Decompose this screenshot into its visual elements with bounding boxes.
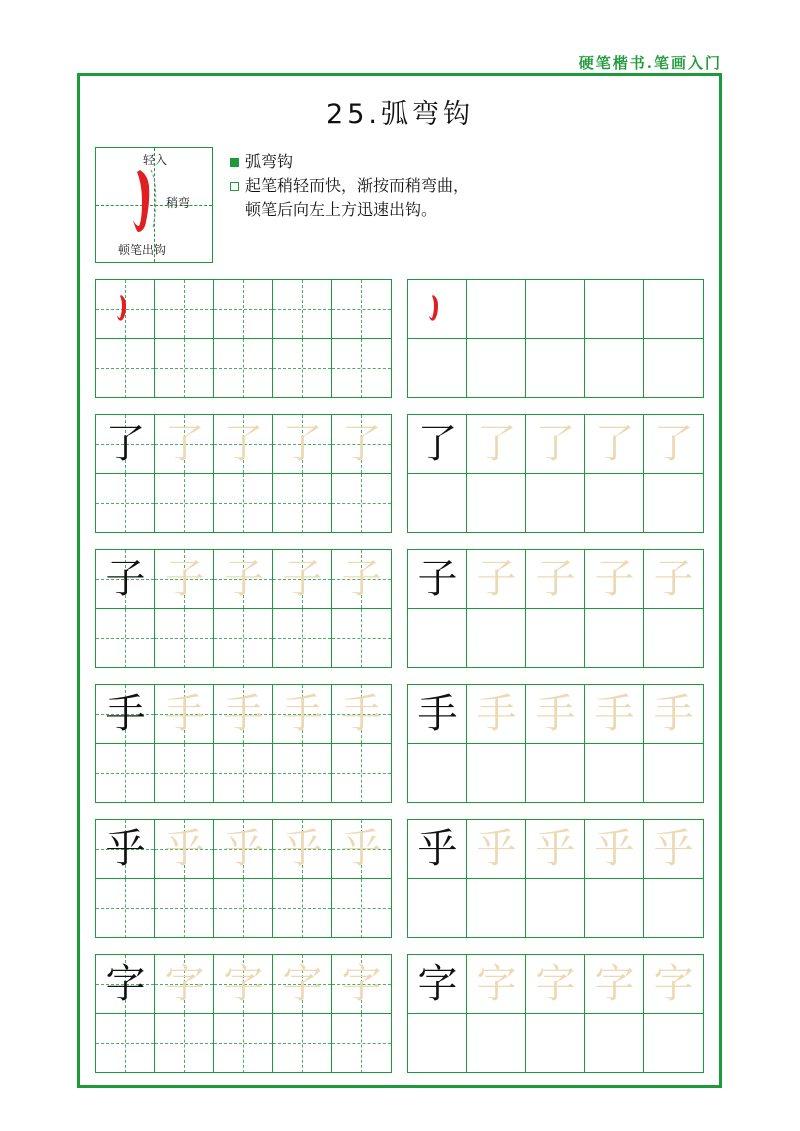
practice-cell[interactable] xyxy=(273,280,332,339)
practice-cell[interactable] xyxy=(644,744,703,803)
practice-cell[interactable] xyxy=(644,685,703,744)
model-character: 乎 xyxy=(105,826,146,872)
trace-character: 子 xyxy=(223,556,264,602)
practice-cell[interactable] xyxy=(467,879,526,938)
practice-cell[interactable] xyxy=(214,685,273,744)
cell-guide-vertical xyxy=(184,609,185,668)
practice-cell[interactable] xyxy=(214,955,273,1014)
trace-character: 字 xyxy=(594,961,635,1007)
practice-cell[interactable] xyxy=(155,820,214,879)
demo-label-slight-curve: 稍弯 xyxy=(166,196,191,210)
trace-character: 了 xyxy=(164,421,205,467)
practice-cell[interactable] xyxy=(408,744,467,803)
practice-cell[interactable] xyxy=(526,550,585,609)
cell-guide-vertical xyxy=(361,1014,362,1073)
curved-hook-stroke-icon xyxy=(116,293,132,327)
practice-cell[interactable] xyxy=(214,744,273,803)
practice-cell[interactable] xyxy=(408,474,467,533)
cell-guide-vertical xyxy=(361,744,362,803)
practice-cell[interactable] xyxy=(273,879,332,938)
practice-cell[interactable] xyxy=(273,474,332,533)
practice-cell[interactable] xyxy=(408,685,467,744)
practice-cell[interactable] xyxy=(96,1014,155,1073)
practice-cell[interactable] xyxy=(214,339,273,398)
practice-grid xyxy=(95,549,392,668)
trace-character: 了 xyxy=(341,421,382,467)
practice-cell[interactable] xyxy=(155,474,214,533)
trace-character: 字 xyxy=(476,961,517,1007)
trace-character: 子 xyxy=(594,556,635,602)
practice-cell[interactable] xyxy=(526,879,585,938)
practice-cell[interactable] xyxy=(273,415,332,474)
practice-cell[interactable] xyxy=(96,415,155,474)
trace-character: 手 xyxy=(282,691,323,737)
practice-cell[interactable] xyxy=(332,339,391,398)
practice-cell[interactable] xyxy=(408,550,467,609)
trace-character: 子 xyxy=(653,556,694,602)
practice-cell[interactable] xyxy=(273,744,332,803)
practice-cell[interactable] xyxy=(644,609,703,668)
practice-cell[interactable] xyxy=(585,1014,644,1073)
cell-guide-vertical xyxy=(125,609,126,668)
practice-cell[interactable] xyxy=(467,280,526,339)
practice-cell[interactable] xyxy=(585,879,644,938)
practice-cell[interactable] xyxy=(96,685,155,744)
trace-character: 手 xyxy=(476,691,517,737)
page-title: 25.弧弯钩 xyxy=(326,99,474,130)
practice-cell[interactable] xyxy=(332,744,391,803)
practice-cell[interactable] xyxy=(332,415,391,474)
model-character: 子 xyxy=(417,556,458,602)
practice-cell[interactable] xyxy=(644,1014,703,1073)
demo-label-pause-hook: 顿笔出钩 xyxy=(118,243,167,257)
practice-cell[interactable] xyxy=(273,955,332,1014)
trace-character: 字 xyxy=(653,961,694,1007)
practice-cell[interactable] xyxy=(526,609,585,668)
practice-cell[interactable] xyxy=(467,609,526,668)
model-character: 了 xyxy=(105,421,146,467)
practice-cell[interactable] xyxy=(155,609,214,668)
practice-cell[interactable] xyxy=(644,820,703,879)
cell-guide-vertical xyxy=(184,1014,185,1073)
cell-guide-vertical xyxy=(125,474,126,533)
practice-grid xyxy=(95,819,392,938)
practice-cell[interactable] xyxy=(155,550,214,609)
practice-cell[interactable] xyxy=(644,280,703,339)
cell-guide-vertical xyxy=(302,744,303,803)
practice-cell[interactable] xyxy=(467,339,526,398)
model-character: 字 xyxy=(417,961,458,1007)
practice-cell[interactable] xyxy=(273,685,332,744)
practice-cell[interactable] xyxy=(526,415,585,474)
practice-cell[interactable] xyxy=(408,1014,467,1073)
practice-cell[interactable] xyxy=(585,280,644,339)
practice-cell[interactable] xyxy=(155,744,214,803)
practice-cell[interactable] xyxy=(273,550,332,609)
practice-cell[interactable] xyxy=(273,1014,332,1073)
practice-cell[interactable] xyxy=(644,879,703,938)
practice-cell[interactable] xyxy=(96,879,155,938)
stroke-demo-box xyxy=(95,147,213,263)
trace-character: 了 xyxy=(594,421,635,467)
practice-cell[interactable] xyxy=(96,820,155,879)
practice-cell[interactable] xyxy=(644,955,703,1014)
trace-character: 乎 xyxy=(594,826,635,872)
practice-cell[interactable] xyxy=(96,474,155,533)
trace-character: 手 xyxy=(164,691,205,737)
practice-cell[interactable] xyxy=(155,879,214,938)
cell-guide-vertical xyxy=(302,474,303,533)
trace-character: 乎 xyxy=(653,826,694,872)
cell-guide-vertical xyxy=(243,339,244,398)
practice-cell[interactable] xyxy=(96,609,155,668)
trace-character: 了 xyxy=(476,421,517,467)
practice-cell[interactable] xyxy=(273,820,332,879)
cell-guide-vertical xyxy=(361,879,362,938)
practice-cell[interactable] xyxy=(526,1014,585,1073)
cell-guide-vertical xyxy=(243,280,244,338)
practice-cell[interactable] xyxy=(585,685,644,744)
practice-cell[interactable] xyxy=(526,820,585,879)
trace-character: 子 xyxy=(164,556,205,602)
cell-guide-vertical xyxy=(243,744,244,803)
cell-guide-vertical xyxy=(184,280,185,338)
trace-character: 乎 xyxy=(341,826,382,872)
practice-cell[interactable] xyxy=(332,280,391,339)
practice-cell[interactable] xyxy=(214,415,273,474)
trace-character: 手 xyxy=(341,691,382,737)
trace-character: 乎 xyxy=(223,826,264,872)
practice-cell[interactable] xyxy=(408,820,467,879)
practice-cell[interactable] xyxy=(644,339,703,398)
practice-cell[interactable] xyxy=(526,339,585,398)
trace-character: 了 xyxy=(535,421,576,467)
cell-guide-vertical xyxy=(302,1014,303,1073)
description-line-2: 顿笔后向左上方迅速出钩。 xyxy=(245,200,438,219)
trace-character: 字 xyxy=(282,961,323,1007)
cell-guide-vertical xyxy=(184,339,185,398)
practice-cell[interactable] xyxy=(332,879,391,938)
cell-guide-vertical xyxy=(125,339,126,398)
practice-cell[interactable] xyxy=(332,1014,391,1073)
practice-cell[interactable] xyxy=(585,415,644,474)
practice-cell[interactable] xyxy=(585,744,644,803)
practice-cell[interactable] xyxy=(644,415,703,474)
trace-character: 了 xyxy=(282,421,323,467)
practice-cell[interactable] xyxy=(467,1014,526,1073)
cell-guide-vertical xyxy=(361,280,362,338)
practice-grid xyxy=(95,954,392,1073)
model-character: 子 xyxy=(105,556,146,602)
practice-cell[interactable] xyxy=(214,1014,273,1073)
trace-character: 子 xyxy=(535,556,576,602)
practice-cell[interactable] xyxy=(467,474,526,533)
model-character: 手 xyxy=(105,691,146,737)
practice-cell[interactable] xyxy=(526,744,585,803)
curved-hook-stroke-icon xyxy=(428,293,444,327)
practice-cell[interactable] xyxy=(408,415,467,474)
practice-cell[interactable] xyxy=(467,744,526,803)
model-character: 乎 xyxy=(417,826,458,872)
practice-cell[interactable] xyxy=(155,685,214,744)
practice-cell[interactable] xyxy=(214,280,273,339)
trace-character: 字 xyxy=(535,961,576,1007)
model-character: 字 xyxy=(105,961,146,1007)
cell-guide-vertical xyxy=(243,609,244,668)
practice-cell[interactable] xyxy=(467,955,526,1014)
trace-character: 乎 xyxy=(164,826,205,872)
curved-hook-stroke-icon xyxy=(131,166,161,238)
practice-grid xyxy=(407,819,704,938)
practice-cell[interactable] xyxy=(644,474,703,533)
practice-cell[interactable] xyxy=(155,280,214,339)
practice-cell[interactable] xyxy=(332,474,391,533)
practice-cell[interactable] xyxy=(585,609,644,668)
practice-cell[interactable] xyxy=(585,474,644,533)
trace-character: 手 xyxy=(594,691,635,737)
practice-cell[interactable] xyxy=(96,955,155,1014)
practice-grid xyxy=(95,279,392,398)
practice-cell[interactable] xyxy=(214,820,273,879)
practice-cell[interactable] xyxy=(526,955,585,1014)
practice-cell[interactable] xyxy=(467,820,526,879)
practice-cell[interactable] xyxy=(408,879,467,938)
practice-grid xyxy=(95,414,392,533)
hollow-square-icon xyxy=(230,182,239,191)
practice-cell[interactable] xyxy=(155,339,214,398)
practice-cell[interactable] xyxy=(155,1014,214,1073)
practice-grid xyxy=(407,684,704,803)
demo-label-light-entry: 轻入 xyxy=(143,153,168,167)
practice-cell[interactable] xyxy=(214,879,273,938)
description-line-1: 起笔稍轻而快，渐按而稍弯曲， xyxy=(245,176,470,195)
practice-cell[interactable] xyxy=(273,339,332,398)
practice-cell[interactable] xyxy=(585,550,644,609)
trace-character: 字 xyxy=(223,961,264,1007)
cell-guide-vertical xyxy=(361,339,362,398)
practice-cell[interactable] xyxy=(332,609,391,668)
cell-guide-vertical xyxy=(302,879,303,938)
practice-grid xyxy=(407,954,704,1073)
trace-character: 子 xyxy=(476,556,517,602)
trace-character: 乎 xyxy=(535,826,576,872)
cell-guide-vertical xyxy=(184,879,185,938)
practice-cell[interactable] xyxy=(214,609,273,668)
practice-grid xyxy=(95,684,392,803)
practice-cell[interactable] xyxy=(214,550,273,609)
cell-guide-vertical xyxy=(125,1014,126,1073)
trace-character: 乎 xyxy=(282,826,323,872)
cell-guide-vertical xyxy=(302,609,303,668)
practice-cell[interactable] xyxy=(408,609,467,668)
trace-character: 字 xyxy=(164,961,205,1007)
trace-character: 字 xyxy=(341,961,382,1007)
practice-cell[interactable] xyxy=(96,280,155,339)
practice-cell[interactable] xyxy=(408,280,467,339)
trace-character: 手 xyxy=(653,691,694,737)
practice-cell[interactable] xyxy=(332,955,391,1014)
practice-cell[interactable] xyxy=(467,685,526,744)
practice-cell[interactable] xyxy=(526,280,585,339)
practice-cell[interactable] xyxy=(585,955,644,1014)
trace-character: 手 xyxy=(223,691,264,737)
practice-cell[interactable] xyxy=(155,415,214,474)
description xyxy=(230,150,469,222)
trace-character: 了 xyxy=(653,421,694,467)
trace-character: 子 xyxy=(341,556,382,602)
practice-cell[interactable] xyxy=(155,955,214,1014)
series-label: 硬笔楷书.笔画入门 xyxy=(578,54,722,72)
cell-guide-vertical xyxy=(243,879,244,938)
practice-cell[interactable] xyxy=(408,955,467,1014)
cell-guide-vertical xyxy=(125,879,126,938)
cell-guide-vertical xyxy=(302,280,303,338)
practice-cell[interactable] xyxy=(332,550,391,609)
practice-cell[interactable] xyxy=(214,474,273,533)
cell-guide-vertical xyxy=(361,609,362,668)
cell-guide-vertical xyxy=(184,474,185,533)
practice-cell[interactable] xyxy=(273,609,332,668)
model-character: 了 xyxy=(417,421,458,467)
practice-cell[interactable] xyxy=(332,820,391,879)
practice-cell[interactable] xyxy=(408,339,467,398)
practice-grid xyxy=(407,414,704,533)
cell-guide-vertical xyxy=(125,744,126,803)
model-character: 手 xyxy=(417,691,458,737)
cell-guide-vertical xyxy=(302,339,303,398)
practice-cell[interactable] xyxy=(467,415,526,474)
trace-character: 了 xyxy=(223,421,264,467)
practice-cell[interactable] xyxy=(585,820,644,879)
practice-grid xyxy=(407,549,704,668)
practice-cell[interactable] xyxy=(644,550,703,609)
cell-guide-vertical xyxy=(243,474,244,533)
practice-grid xyxy=(407,279,704,398)
practice-cell[interactable] xyxy=(526,474,585,533)
practice-cell[interactable] xyxy=(96,339,155,398)
practice-cell[interactable] xyxy=(526,685,585,744)
filled-square-icon xyxy=(230,158,239,167)
cell-guide-vertical xyxy=(184,744,185,803)
description-heading: 弧弯钩 xyxy=(245,152,294,171)
trace-character: 乎 xyxy=(476,826,517,872)
trace-character: 子 xyxy=(282,556,323,602)
practice-cell[interactable] xyxy=(96,744,155,803)
cell-guide-vertical xyxy=(361,474,362,533)
practice-cell[interactable] xyxy=(332,685,391,744)
practice-cell[interactable] xyxy=(467,550,526,609)
practice-cell[interactable] xyxy=(585,339,644,398)
cell-guide-vertical xyxy=(243,1014,244,1073)
trace-character: 手 xyxy=(535,691,576,737)
practice-cell[interactable] xyxy=(96,550,155,609)
